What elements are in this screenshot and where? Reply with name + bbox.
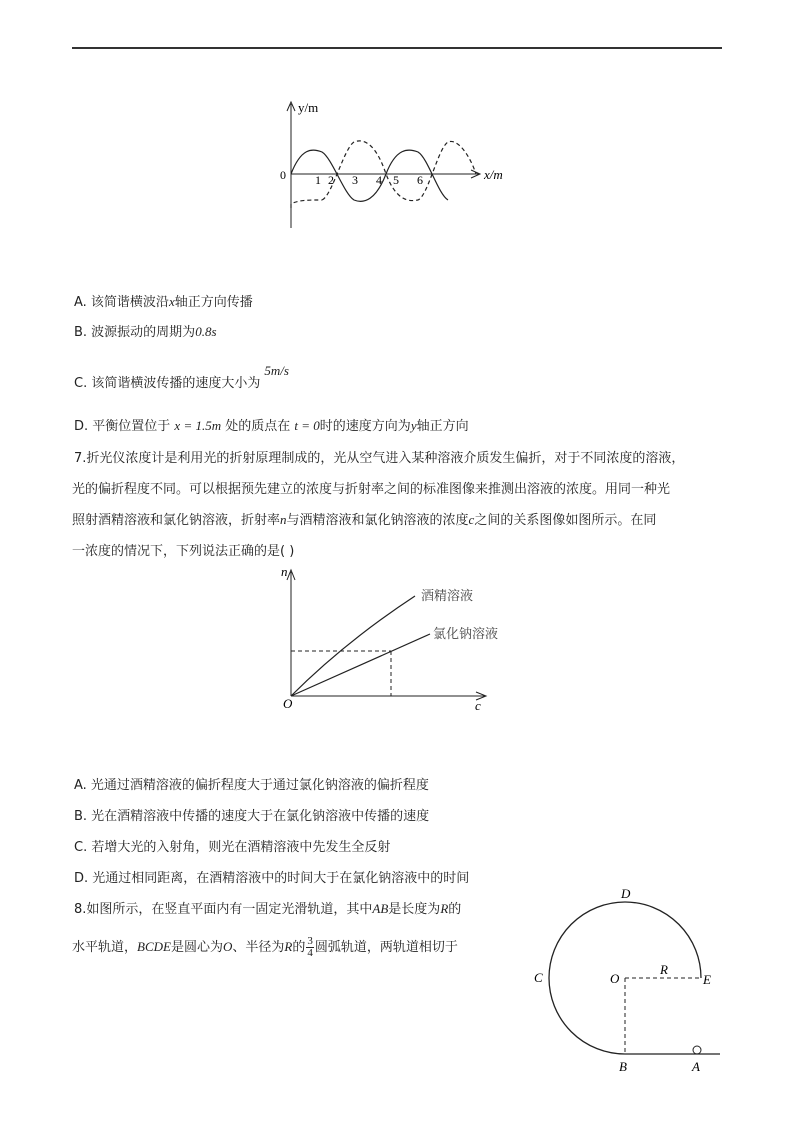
q7-option-b: B. 光在酒精溶液中传播的速度大于在氯化钠溶液中传播的速度 (74, 809, 430, 824)
q8-line-1: 8.如图所示，在竖直平面内有一固定光滑轨道，其中AB是长度为R的 (74, 901, 462, 917)
q6-option-b: B. 波源振动的周期为0.8s (74, 324, 217, 340)
c-axis-label: c (475, 698, 481, 712)
q6-option-c: C. 该简谐横波传播的速度大小为5m/s (74, 363, 289, 391)
n-axis-label: n (281, 564, 288, 579)
label-d: D (621, 886, 631, 901)
tick-1: 1 (315, 173, 321, 187)
tick-6: 6 (417, 173, 423, 187)
three-quarters-fraction: $\frac{3}{4}$ (307, 935, 313, 959)
label-c: C (534, 970, 543, 985)
label-a: A (692, 1059, 700, 1074)
q6-option-a: A. 该简谐横波沿x轴正方向传播 (74, 294, 253, 310)
tick-3: 3 (352, 173, 358, 187)
q7-line-1: 7.折光仪浓度计是利用光的折射原理制成的，光从空气进入某种溶液介质发生偏折，对于不同浓度的溶液， (74, 451, 685, 466)
alcohol-label: 酒精溶液 (421, 589, 474, 604)
label-r: R (660, 962, 668, 977)
tick-4: 4 (376, 173, 382, 187)
nacl-label: 氯化钠溶液 (433, 627, 499, 642)
tick-5: 5 (393, 173, 399, 187)
x-axis-label: x/m (484, 167, 503, 182)
tick-2: 2 (328, 173, 334, 187)
origin-label: 0 (280, 168, 286, 182)
nacl-line (291, 634, 430, 696)
alcohol-curve (291, 596, 415, 696)
q7-option-c: C. 若增大光的入射角，则光在酒精溶液中先发生全反射 (74, 840, 391, 855)
wave-figure (270, 96, 530, 236)
q7-line-4: 一浓度的情况下，下列说法正确的是( ) (72, 544, 295, 559)
q7-option-d: D. 光通过相同距离，在酒精溶液中的时间大于在氯化钠溶液中的时间 (74, 871, 470, 886)
q7-line-2: 光的偏折程度不同。可以根据预先建立的浓度与折射率之间的标准图像来推测出溶液的浓度。用同一种光 (72, 482, 671, 497)
q7-graph (275, 562, 535, 712)
ball (693, 1046, 701, 1054)
label-b: B (619, 1059, 627, 1074)
q6-option-d: D. 平衡位置位于 x = 1.5m 处的质点在 t = 0时的速度方向为y轴正方向 (74, 418, 469, 434)
header-rule (72, 47, 722, 49)
q8-line-2: 水平轨道，BCDE是圆心为O、半径为R的 $\frac{3}{4}$ 圆弧轨道，两轨道相切于 (72, 935, 458, 959)
q8-track-figure (520, 884, 730, 1074)
graph-origin: O (283, 696, 293, 711)
q7-option-a: A. 光通过酒精溶液的偏折程度大于通过氯化钠溶液的偏折程度 (74, 778, 429, 793)
q7-line-3: 照射酒精溶液和氯化钠溶液，折射率n与酒精溶液和氯化钠溶液的浓度c之间的关系图像如图所示。在同 (72, 512, 657, 528)
y-axis-label: y/m (298, 100, 319, 115)
label-o: O (610, 971, 620, 986)
label-e: E (703, 972, 711, 987)
